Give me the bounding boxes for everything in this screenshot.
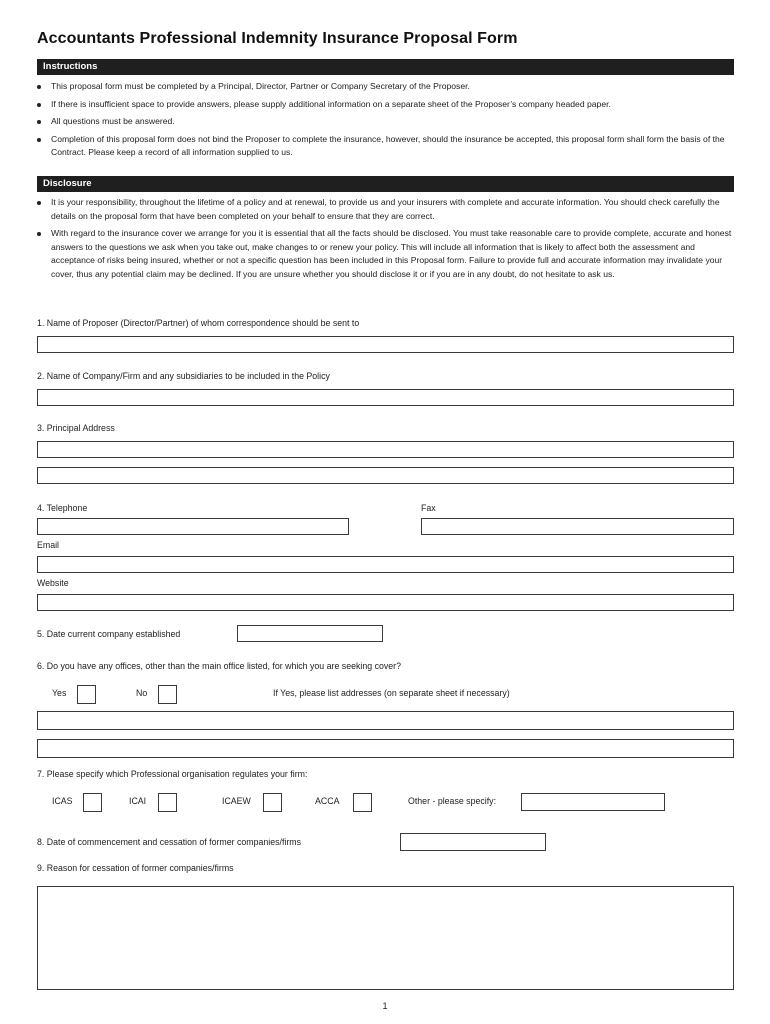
telephone-field[interactable] [37, 518, 349, 535]
address-line-1-field[interactable] [37, 441, 734, 458]
q4-website-label: Website [37, 578, 69, 588]
acca-label: ACCA [315, 796, 340, 806]
instruction-item: This proposal form must be completed by a Principal, Director, Partner or Company Secretary of the Proposer. [37, 80, 737, 94]
other-office-address-2-field[interactable] [37, 739, 734, 758]
q2-label: 2. Name of Company/Firm and any subsidiaries to be included in the Policy [37, 371, 330, 381]
company-name-field[interactable] [37, 389, 734, 406]
q1-label: 1. Name of Proposer (Director/Partner) of whom correspondence should be sent to [37, 318, 360, 328]
q5-label: 5. Date current company established [37, 629, 181, 639]
page-title: Accountants Professional Indemnity Insurance Proposal Form [37, 30, 518, 47]
instruction-item: All questions must be answered. [37, 115, 737, 129]
website-field[interactable] [37, 594, 734, 611]
disclosure-heading: Disclosure [37, 176, 734, 192]
q6-yes-label: Yes [52, 688, 67, 698]
instruction-item: Completion of this proposal form does not bind the Proposer to complete the insurance, however, should the insurance be accepted, this proposal form shall form the basis of the Contract. Please keep a record of all information supplied to us. [37, 133, 737, 160]
icas-label: ICAS [52, 796, 73, 806]
instructions-list [37, 80, 737, 164]
icas-checkbox[interactable] [83, 793, 102, 812]
fax-field[interactable] [421, 518, 734, 535]
q4-telephone-label: 4. Telephone [37, 503, 88, 513]
q4-email-label: Email [37, 540, 59, 550]
proposer-name-field[interactable] [37, 336, 734, 353]
icaew-checkbox[interactable] [263, 793, 282, 812]
disclosure-item: With regard to the insurance cover we arrange for you it is essential that all the facts should be disclosed. You must take reasonable care to provide complete, accurate and honest answers to the questions we ask when you take out, make changes to or renew your policy. This will include all information that is likely to affect both the assessment and acceptance of risks being insured, whether or not a specific question has been included in this Proposal form. Failure to provide full and accurate information may invalidate your cover, thus any potential claim may be declined. If you are unsure whether you should disclose it or if you are in any doubt, do not hesitate to ask us. [37, 227, 737, 281]
disclosure-list [37, 196, 737, 286]
instructions-heading: Instructions [37, 59, 734, 75]
q7-label: 7. Please specify which Professional organisation regulates your firm: [37, 769, 308, 779]
date-established-field[interactable] [237, 625, 383, 642]
q8-label: 8. Date of commencement and cessation of former companies/firms [37, 837, 302, 847]
email-field[interactable] [37, 556, 734, 573]
q9-label: 9. Reason for cessation of former companies/firms [37, 863, 234, 873]
icai-checkbox[interactable] [158, 793, 177, 812]
other-organisation-field[interactable] [521, 793, 665, 811]
other-office-address-1-field[interactable] [37, 711, 734, 730]
acca-checkbox[interactable] [353, 793, 372, 812]
q6-no-label: No [136, 688, 148, 698]
q6-label: 6. Do you have any offices, other than the main office listed, for which you are seeking cover? [37, 661, 401, 671]
q3-label: 3. Principal Address [37, 423, 115, 433]
address-line-2-field[interactable] [37, 467, 734, 484]
q6-yes-checkbox[interactable] [77, 685, 96, 704]
other-label: Other - please specify: [408, 796, 497, 806]
commencement-cessation-date-field[interactable] [400, 833, 546, 851]
icaew-label: ICAEW [222, 796, 251, 806]
page-number: 1 [382, 1001, 388, 1011]
instruction-item: If there is insufficient space to provide answers, please supply additional information on a separate sheet of the Proposer’s company headed paper. [37, 98, 737, 112]
disclosure-item: It is your responsibility, throughout the lifetime of a policy and at renewal, to provide us and your insurers with complete and accurate information. You should check carefully the details on the proposal form that have been completed on your behalf to ensure that they are correct. [37, 196, 737, 223]
cessation-reason-textarea[interactable] [37, 886, 734, 990]
q4-fax-label: Fax [421, 503, 436, 513]
q6-no-checkbox[interactable] [158, 685, 177, 704]
icai-label: ICAI [129, 796, 147, 806]
q6-note: If Yes, please list addresses (on separate sheet if necessary) [273, 688, 510, 698]
